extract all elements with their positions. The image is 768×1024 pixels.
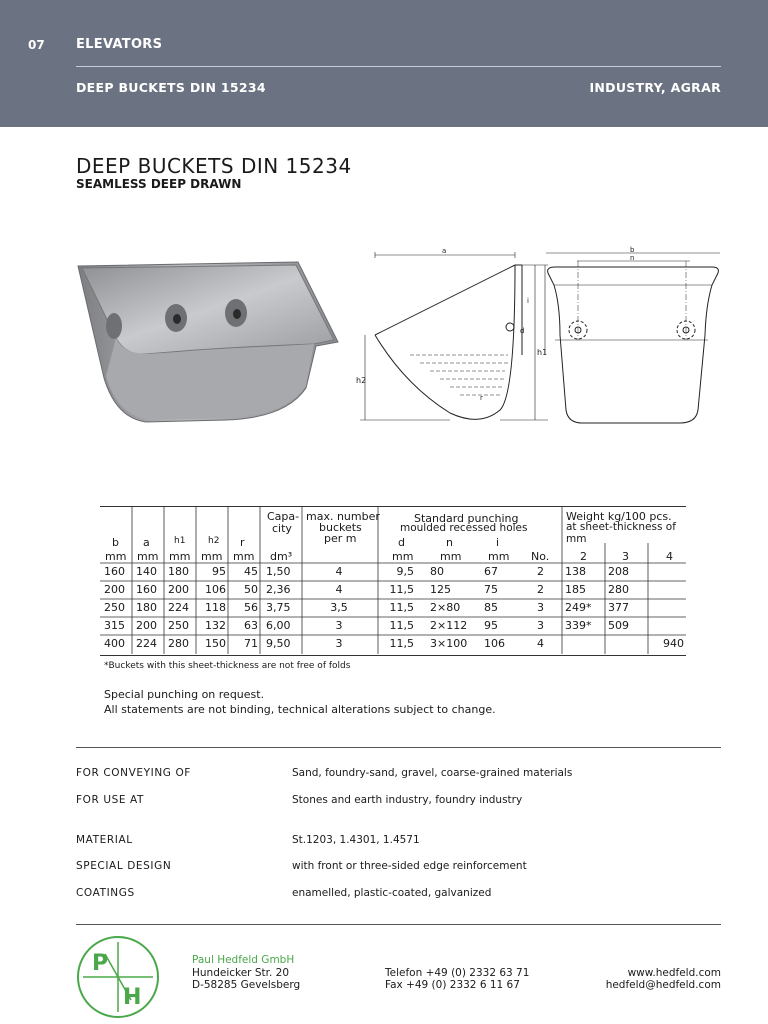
unit-t3: 3 <box>622 550 629 563</box>
table-cell: 106 <box>484 637 505 650</box>
table-cell: 140 <box>136 565 157 578</box>
table-cell: 11,5 <box>389 619 414 632</box>
table-cell: 509 <box>608 619 629 632</box>
company-logo <box>75 934 161 1020</box>
property-label: FOR USE AT <box>76 794 145 806</box>
th-capacity-2: city <box>272 522 292 535</box>
table-cell: 180 <box>168 565 189 578</box>
logo-letter-h: H <box>123 985 142 1010</box>
unit-b: mm <box>105 550 127 563</box>
th-punch-2: moulded recessed holes <box>400 522 528 534</box>
th-max-1: max. number <box>306 510 380 523</box>
table-cell: 3 <box>537 619 544 632</box>
divider-bottom <box>76 924 721 925</box>
section-title: ELEVATORS <box>76 37 163 52</box>
table-cell: 400 <box>104 637 125 650</box>
th-a: a <box>143 536 150 549</box>
company-name: Paul Hedfeld GmbH <box>192 954 295 966</box>
table-cell: 2×112 <box>430 619 468 632</box>
table-cell: 9,50 <box>266 637 291 650</box>
table-cell: 50 <box>244 583 258 596</box>
unit-h1: mm <box>169 550 191 563</box>
table-cell: 2 <box>537 583 544 596</box>
th-capacity-1: Capa- <box>267 510 300 523</box>
fax-number: Fax +49 (0) 2332 6 11 67 <box>385 979 520 991</box>
property-label: SPECIAL DESIGN <box>76 860 172 872</box>
table-cell: 3 <box>335 637 343 650</box>
property-label: COATINGS <box>76 887 135 899</box>
unit-h2: mm <box>201 550 223 563</box>
table-cell: 250 <box>168 619 189 632</box>
phone-number: Telefon +49 (0) 2332 63 71 <box>385 967 530 979</box>
dim-label-h2: h2 <box>356 376 367 385</box>
th-h1: h1 <box>174 536 186 546</box>
table-cell: 200 <box>104 583 125 596</box>
website-link[interactable]: www.hedfeld.com <box>627 967 721 979</box>
table-cell: 224 <box>168 601 189 614</box>
table-cell: 11,5 <box>389 637 414 650</box>
table-cell: 45 <box>244 565 258 578</box>
table-cell: 9,5 <box>396 565 414 578</box>
property-label: FOR CONVEYING OF <box>76 767 191 779</box>
spec-table <box>100 507 686 655</box>
table-cell: 377 <box>608 601 629 614</box>
th-punch-1: Standard punching <box>414 512 519 525</box>
table-cell: 85 <box>484 601 498 614</box>
table-cell: 4 <box>335 565 343 578</box>
unit-i: mm <box>488 550 510 563</box>
note-special-punching: Special punching on request. <box>104 688 265 701</box>
table-cell: 280 <box>608 583 629 596</box>
unit-t2: 2 <box>580 550 587 563</box>
unit-no: No. <box>531 550 550 563</box>
table-cell: 2,36 <box>266 583 291 596</box>
dim-label-a: a <box>442 247 447 255</box>
divider-top <box>76 747 721 748</box>
table-cell: 3 <box>335 619 343 632</box>
page-title: DEEP BUCKETS DIN 15234 <box>76 154 352 178</box>
table-cell: 11,5 <box>389 583 414 596</box>
th-b: b <box>112 536 119 549</box>
dim-label-r: r <box>480 394 483 402</box>
table-cell: 249* <box>565 601 592 614</box>
unit-r: mm <box>233 550 255 563</box>
th-weight-2: at sheet-thickness of mm <box>566 521 676 545</box>
table-cell: 138 <box>565 565 586 578</box>
table-cell: 2×80 <box>430 601 461 614</box>
unit-d: mm <box>392 550 414 563</box>
dim-label-i: i <box>527 297 529 305</box>
chapter-number: 07 <box>28 38 45 52</box>
subsection-title: DEEP BUCKETS DIN 15234 <box>76 80 266 95</box>
table-cell: 4 <box>335 583 343 596</box>
table-cell: 940 <box>663 637 684 650</box>
table-cell: 160 <box>104 565 125 578</box>
table-cell: 132 <box>205 619 226 632</box>
table-footnote: *Buckets with this sheet-thickness are not free of folds <box>104 661 351 671</box>
table-cell: 3,5 <box>330 601 348 614</box>
note-disclaimer: All statements are not binding, technical alterations subject to change. <box>104 703 496 716</box>
th-max-2: buckets <box>319 521 362 534</box>
table-cell: 56 <box>244 601 258 614</box>
dim-label-d: d <box>520 327 525 335</box>
th-i: i <box>496 536 500 549</box>
table-cell: 339* <box>565 619 592 632</box>
unit-capacity: dm³ <box>270 550 293 563</box>
th-h2: h2 <box>208 536 220 546</box>
unit-a: mm <box>137 550 159 563</box>
table-cell: 224 <box>136 637 157 650</box>
table-cell: 1,50 <box>266 565 291 578</box>
logo-letter-p: P <box>92 951 109 976</box>
table-cell: 185 <box>565 583 586 596</box>
table-cell: 4 <box>537 637 544 650</box>
table-cell: 2 <box>537 565 544 578</box>
dim-label-n: n <box>630 254 635 262</box>
table-cell: 3,75 <box>266 601 291 614</box>
th-n: n <box>446 536 453 549</box>
category-label: INDUSTRY, AGRAR <box>589 80 721 95</box>
table-cell: 95 <box>212 565 226 578</box>
table-cell: 250 <box>104 601 125 614</box>
property-value: with front or three-sided edge reinforcement <box>292 860 527 872</box>
table-cell: 80 <box>430 565 444 578</box>
address-city: D-58285 Gevelsberg <box>192 979 301 991</box>
th-d: d <box>398 536 405 549</box>
table-cell: 3 <box>537 601 544 614</box>
table-cell: 208 <box>608 565 629 578</box>
table-cell: 200 <box>168 583 189 596</box>
table-cell: 106 <box>205 583 226 596</box>
table-cell: 63 <box>244 619 258 632</box>
property-label: MATERIAL <box>76 834 133 846</box>
table-cell: 118 <box>205 601 226 614</box>
table-cell: 180 <box>136 601 157 614</box>
unit-t4: 4 <box>666 550 673 563</box>
property-value: Sand, foundry-sand, gravel, coarse-grained materials <box>292 767 573 779</box>
table-cell: 3×100 <box>430 637 468 650</box>
table-cell: 95 <box>484 619 498 632</box>
table-cell: 280 <box>168 637 189 650</box>
th-weight-1: Weight kg/100 pcs. <box>566 510 672 523</box>
table-cell: 6,00 <box>266 619 291 632</box>
table-cell: 75 <box>484 583 498 596</box>
address-street: Hundeicker Str. 20 <box>192 967 290 979</box>
dim-label-h1: h1 <box>537 348 548 357</box>
dim-label-b: b <box>630 246 635 254</box>
table-cell: 67 <box>484 565 498 578</box>
property-value: Stones and earth industry, foundry industry <box>292 794 523 806</box>
th-max-3: per m <box>324 532 357 545</box>
table-cell: 315 <box>104 619 125 632</box>
table-cell: 71 <box>244 637 258 650</box>
email-link[interactable]: hedfeld@hedfeld.com <box>605 979 721 991</box>
unit-n: mm <box>440 550 462 563</box>
th-r: r <box>240 536 245 549</box>
property-value: enamelled, plastic-coated, galvanized <box>292 887 492 899</box>
table-cell: 160 <box>136 583 157 596</box>
table-cell: 150 <box>205 637 226 650</box>
table-cell: 125 <box>430 583 451 596</box>
property-value: St.1203, 1.4301, 1.4571 <box>292 834 420 846</box>
page-subtitle: SEAMLESS DEEP DRAWN <box>76 177 242 191</box>
table-cell: 200 <box>136 619 157 632</box>
table-cell: 11,5 <box>389 601 414 614</box>
